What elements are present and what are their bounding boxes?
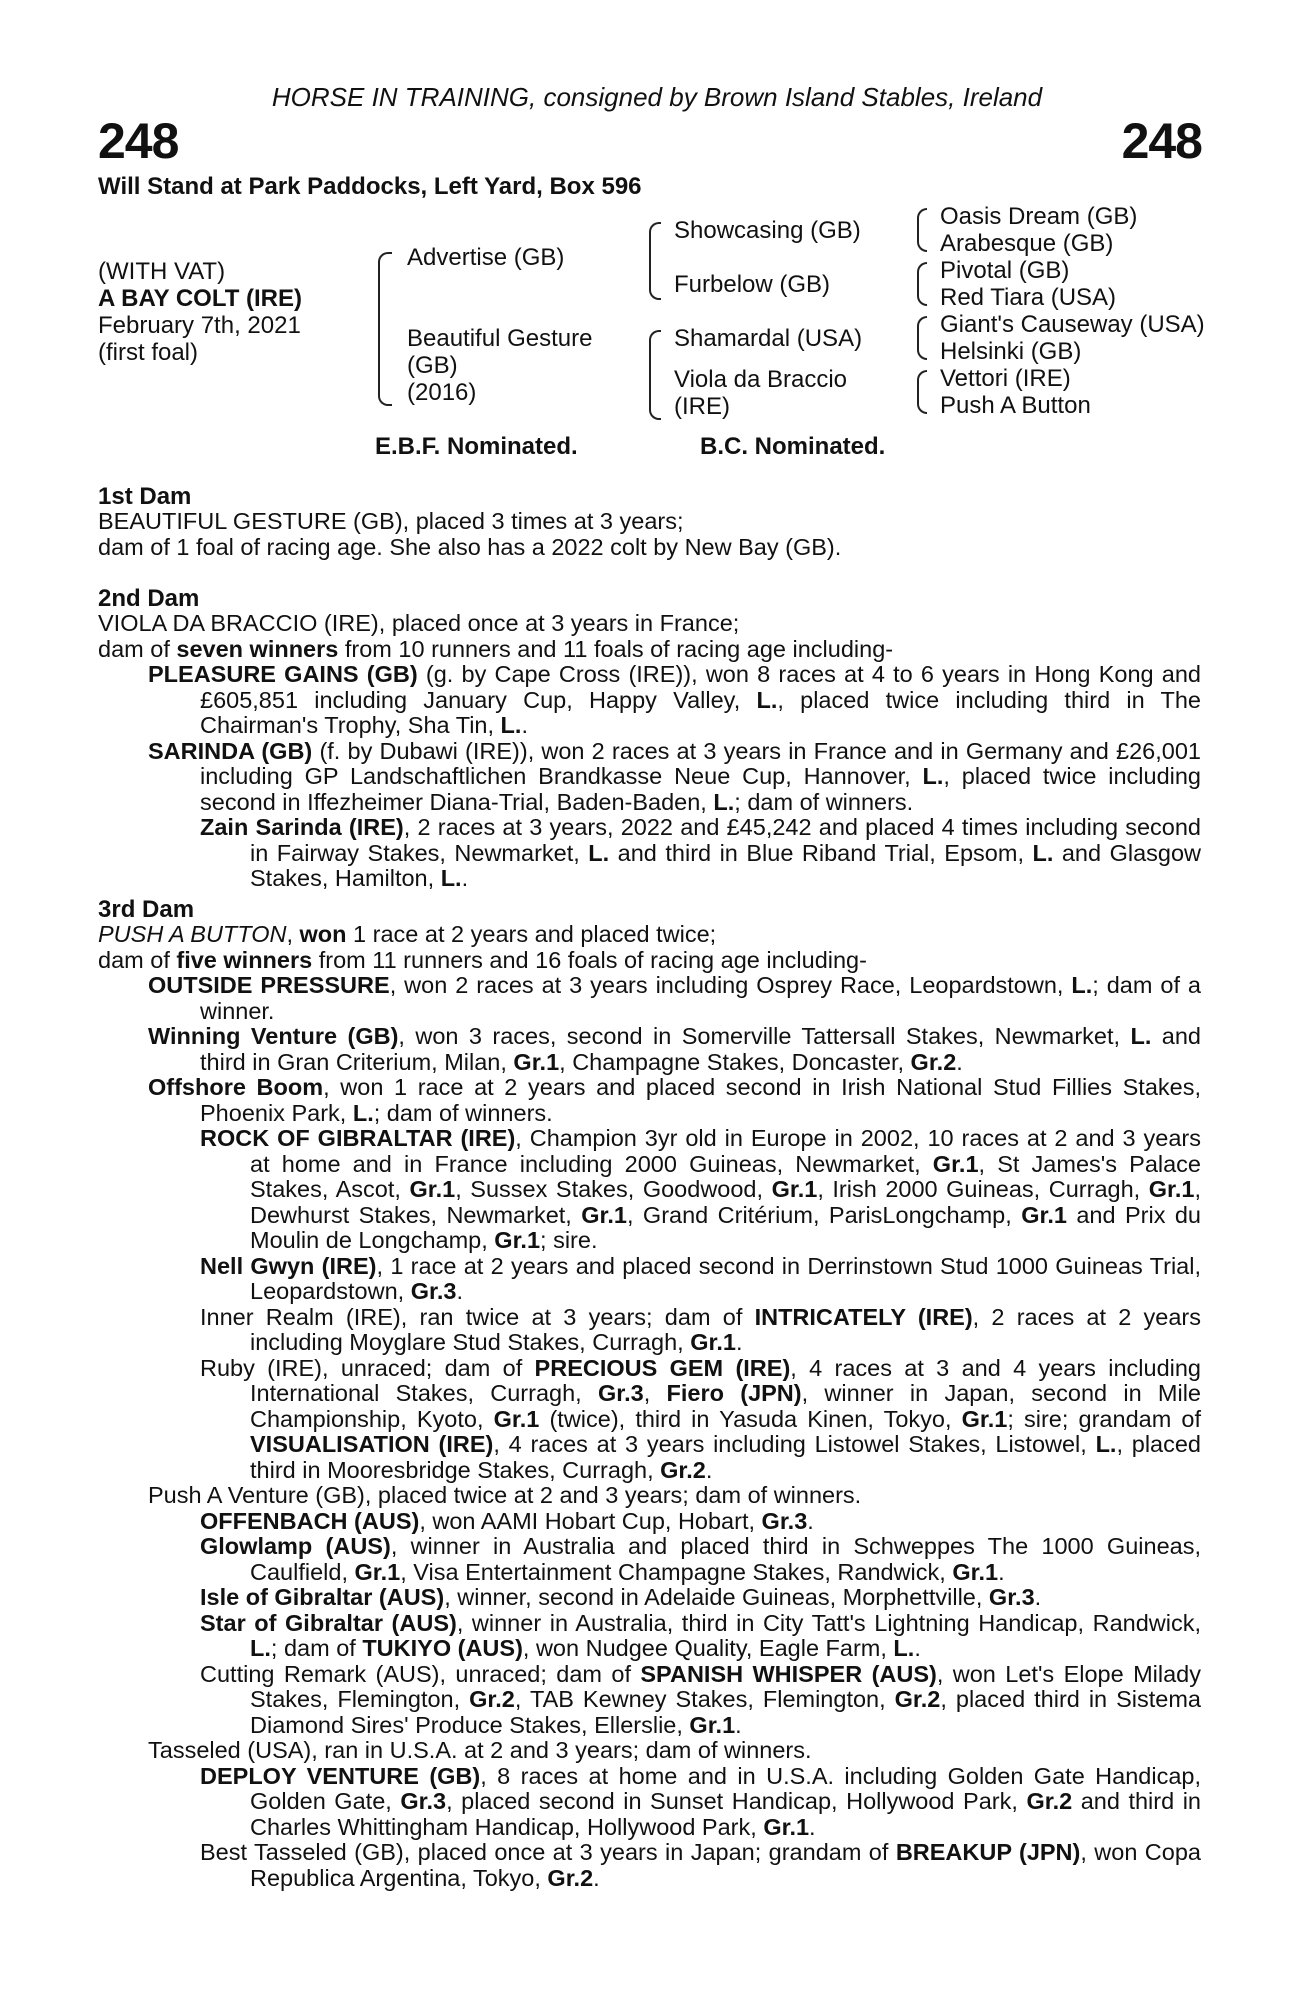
- pedigree-brace: [917, 316, 927, 360]
- dam-sire: Shamardal (USA): [674, 325, 863, 352]
- g-sds: Pivotal (GB): [940, 257, 1070, 284]
- sire-sire: Showcasing (GB): [674, 217, 861, 244]
- pedigree-brace: [917, 262, 927, 306]
- dam: Beautiful Gesture: [407, 325, 593, 352]
- progeny-entry: ROCK OF GIBRALTAR (IRE), Champion 3yr old in Europe in 2002, 10 races at 2 and 3 years at home and in France including 2000 Guineas, Newmarket, Gr.1, St James's Palace Stakes, Ascot, Gr.1, Sussex Stakes, Goodwood, Gr.1, Irish 2000 Guineas, Curragh, Gr.1, Dewhurst Stakes, Newmarket, Gr.1, Grand Critérium, ParisLongchamp, Gr.1 and Prix du Moulin de Longchamp, Gr.1; sire.: [200, 1125, 1202, 1253]
- foal-note: (first foal): [98, 339, 199, 366]
- first-dam-text: [98, 509, 1201, 560]
- progeny-entry: Glowlamp (AUS), winner in Australia and placed third in Schweppes The 1000 Guineas, Caulfield, Gr.1, Visa Entertainment Champagne Stakes, Randwick, Gr.1.: [200, 1533, 1201, 1585]
- stand-location: Will Stand at Park Paddocks, Left Yard, Box 596: [98, 173, 642, 200]
- progeny-entry: Cutting Remark (AUS), unraced; dam of SPANISH WHISPER (AUS), won Let's Elope Milady Stakes, Flemington, Gr.2, TAB Kewney Stakes, Flemington, Gr.2, placed third in Sistema Diamond Sires' Produce Stakes, Ellerslie, Gr.1.: [200, 1660, 1201, 1738]
- ebf-nominated: E.B.F. Nominated.: [375, 433, 578, 460]
- lot-number-right: 248: [1121, 113, 1202, 169]
- progeny-entry: Tasseled (USA), ran in U.S.A. at 2 and 3 years; dam of winners.: [148, 1737, 812, 1763]
- progeny-entry: Inner Realm (IRE), ran twice at 3 years; dam of INTRICATELY (IRE), 2 races at 2 years including Moyglare Stud Stakes, Curragh, Gr.1.: [200, 1303, 1201, 1355]
- vat-note: (WITH VAT): [98, 258, 226, 285]
- dam-country: (GB): [407, 352, 458, 379]
- progeny-entry: Isle of Gibraltar (AUS), winner, second in Adelaide Guineas, Morphettville, Gr.3.: [200, 1584, 1042, 1610]
- third-dam-text: [98, 922, 1201, 1891]
- g-dds: Vettori (IRE): [940, 365, 1071, 392]
- g-dss: Giant's Causeway (USA): [940, 311, 1205, 338]
- progeny-entry: Push A Venture (GB), placed twice at 2 and 3 years; dam of winners.: [148, 1482, 862, 1508]
- pedigree-brace: [378, 252, 392, 406]
- dam-dam-country: (IRE): [674, 393, 730, 420]
- progeny-entry: OFFENBACH (AUS), won AAMI Hobart Cup, Hobart, Gr.3.: [200, 1507, 814, 1534]
- progeny-entry: Zain Sarinda (IRE), 2 races at 3 years, 2022 and £45,242 and placed 4 times including second in Fairway Stakes, Newmarket, L. and third in Blue Riband Trial, Epsom, L. and Glasgow Stakes, Hamilton, L..: [200, 814, 1202, 891]
- bc-nominated: B.C. Nominated.: [700, 433, 886, 460]
- g-ddd: Push A Button: [940, 392, 1091, 419]
- second-dam-line: dam of seven winners from 10 runners and 11 foals of racing age including-: [98, 635, 894, 662]
- progeny-entry: Star of Gibraltar (AUS), winner in Australia, third in City Tatt's Lightning Handicap, Randwick, L.; dam of TUKIYO (AUS), won Nudgee Quality, Eagle Farm, L..: [200, 1609, 1201, 1661]
- third-dam-heading: 3rd Dam: [98, 896, 195, 923]
- third-dam-line: dam of five winners from 11 runners and 16 foals of racing age including-: [98, 946, 867, 973]
- progeny-entry: Winning Venture (GB), won 3 races, second in Somerville Tattersall Stakes, Newmarket, L. and third in Gran Criterium, Milan, Gr.1, Champagne Stakes, Doncaster, Gr.2.: [148, 1023, 1201, 1075]
- first-dam-heading: 1st Dam: [98, 483, 192, 510]
- lot-number-left: 248: [98, 113, 179, 169]
- first-dam-line: BEAUTIFUL GESTURE (GB), placed 3 times at 3 years;: [98, 508, 684, 534]
- pedigree-brace: [649, 222, 661, 300]
- sire-dam: Furbelow (GB): [674, 271, 831, 298]
- dam-dam: Viola da Braccio: [674, 366, 847, 393]
- third-dam-line: PUSH A BUTTON, won 1 race at 2 years and placed twice;: [98, 921, 717, 947]
- g-ssd: Arabesque (GB): [940, 230, 1114, 257]
- g-sss: Oasis Dream (GB): [940, 203, 1138, 230]
- progeny-entry: DEPLOY VENTURE (GB), 8 races at home and in U.S.A. including Golden Gate Handicap, Golden Gate, Gr.3, placed second in Sunset Handicap, Hollywood Park, Gr.2 and third in Charles Whittingham Handicap, Hollywood Park, Gr.1.: [200, 1762, 1201, 1840]
- progeny-entry: SARINDA (GB) (f. by Dubawi (IRE)), won 2 races at 3 years in France and in Germany and £26,001 including GP Landschaftlichen Brandkasse Neue Cup, Hannover, L., placed twice including second in Iffezheimer Diana-Trial, Baden-Baden, L.; dam of winners.: [148, 737, 1201, 815]
- second-dam-heading: 2nd Dam: [98, 585, 200, 612]
- sire: Advertise (GB): [407, 244, 565, 271]
- page-header: HORSE IN TRAINING, consigned by Brown Island Stables, Ireland: [271, 82, 1043, 112]
- pedigree-brace: [917, 370, 927, 414]
- progeny-entry: OUTSIDE PRESSURE, won 2 races at 3 years including Osprey Race, Leopardstown, L.; dam of a winner.: [148, 972, 1201, 1024]
- pedigree-brace: [917, 208, 927, 252]
- g-dsd: Helsinki (GB): [940, 338, 1082, 365]
- second-dam-line: VIOLA DA BRACCIO (IRE), placed once at 3 years in France;: [98, 610, 740, 636]
- dam-year: (2016): [407, 379, 477, 406]
- progeny-entry: Nell Gwyn (IRE), 1 race at 2 years and placed second in Derrinstown Stud 1000 Guineas Trial, Leopardstown, Gr.3.: [200, 1252, 1202, 1304]
- progeny-entry: PLEASURE GAINS (GB) (g. by Cape Cross (IRE)), won 8 races at 4 to 6 years in Hong Kong and £605,851 including January Cup, Happy Valley, L., placed twice including third in The Chairman's Trophy, Sha Tin, L..: [148, 661, 1201, 738]
- progeny-entry: Best Tasseled (GB), placed once at 3 years in Japan; grandam of BREAKUP (JPN), won Copa Republica Argentina, Tokyo, Gr.2.: [200, 1839, 1201, 1891]
- first-dam-line: dam of 1 foal of racing age. She also has a 2022 colt by New Bay (GB).: [98, 533, 842, 560]
- progeny-entry: Offshore Boom, won 1 race at 2 years and placed second in Irish National Stud Fillies Stakes, Phoenix Park, L.; dam of winners.: [148, 1074, 1201, 1126]
- second-dam-text: [98, 611, 1201, 892]
- foaling-date: February 7th, 2021: [98, 312, 301, 339]
- horse-name: A BAY COLT (IRE): [98, 285, 303, 312]
- progeny-entry: Ruby (IRE), unraced; dam of PRECIOUS GEM (IRE), 4 races at 3 and 4 years including International Stakes, Curragh, Gr.3, Fiero (JPN), winner in Japan, second in Mile Championship, Kyoto, Gr.1 (twice), third in Yasuda Kinen, Tokyo, Gr.1; sire; grandam of VISUALISATION (IRE), 4 races at 3 years including Listowel Stakes, Listowel, L., placed third in Mooresbridge Stakes, Curragh, Gr.2.: [200, 1354, 1202, 1483]
- pedigree-brace: [649, 330, 661, 420]
- g-sdd: Red Tiara (USA): [940, 284, 1117, 311]
